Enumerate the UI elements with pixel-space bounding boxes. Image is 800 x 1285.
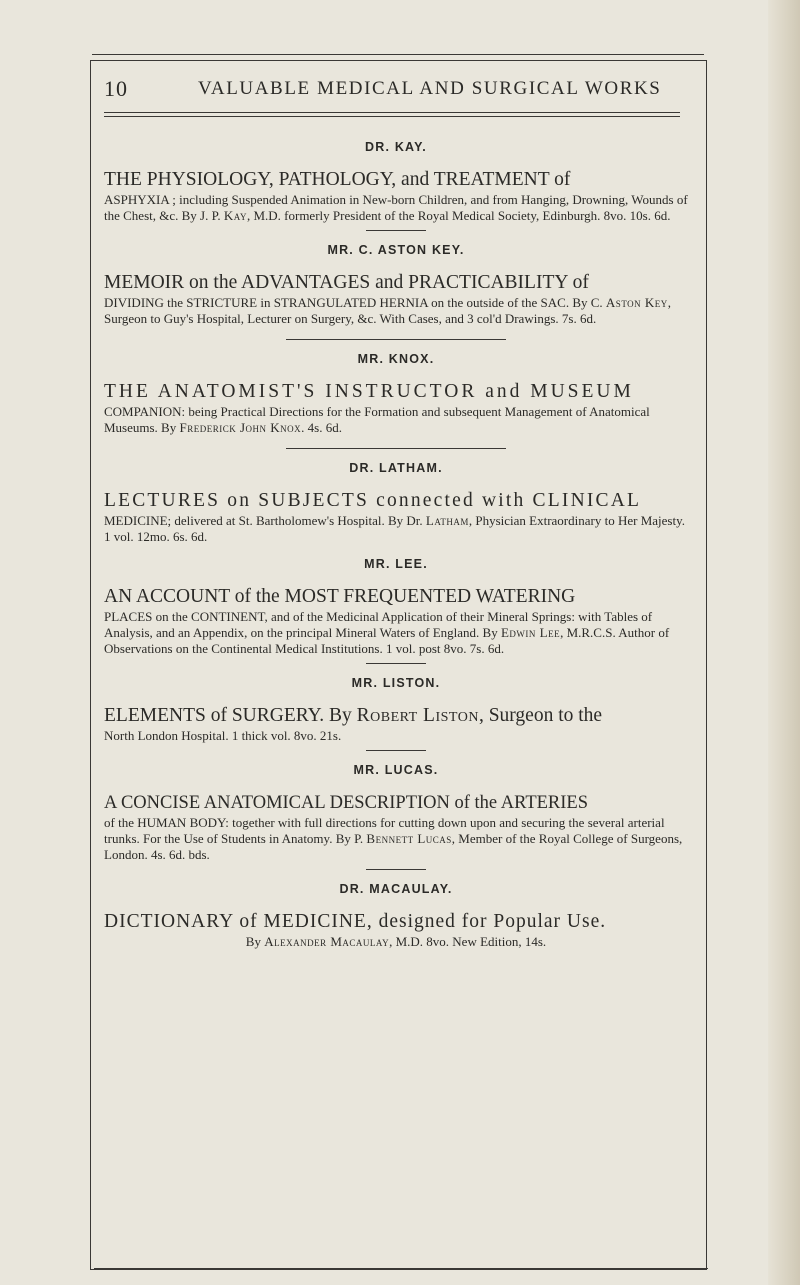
separator-rule <box>286 339 506 340</box>
separator-rule <box>366 230 426 231</box>
header-rule <box>104 112 680 113</box>
book-title: THE PHYSIOLOGY, PATHOLOGY, and TREATMENT of <box>104 169 571 190</box>
book-title: ELEMENTS of SURGERY. By Robert Liston, Surgeon to the <box>104 705 603 726</box>
author-heading: DR. KAY. <box>365 140 427 154</box>
entry-latham <box>104 461 688 545</box>
book-description: By Alexander Macaulay, M.D. 8vo. New Edition, 14s. <box>245 934 547 949</box>
book-title: A CONCISE ANATOMICAL DESCRIPTION of the ARTERIES <box>104 793 589 813</box>
entry-macaulay <box>104 882 688 950</box>
book-title: THE ANATOMIST'S INSTRUCTOR and MUSEUM <box>104 381 634 402</box>
book-description: PLACES on the CONTINENT, and of the Medicinal Application of their Mineral Springs: with Tables of Analysis, and an Appendix, on the principal Mineral Waters of England. By Edwin Lee, M.R.C.S. Author of Observations on the Continental Medical Institutions. 1 vol. post 8vo. 7s. 6d. <box>104 609 670 656</box>
author-heading: DR. LATHAM. <box>349 461 443 475</box>
book-description: MEDICINE; delivered at St. Bartholomew's Hospital. By Dr. Latham, Physician Extraordinary to Her Majesty. 1 vol. 12mo. 6s. 6d. <box>104 513 685 544</box>
separator-rule <box>366 663 426 664</box>
book-description: ASPHYXIA ; including Suspended Animation in New-born Children, and from Hanging, Drowning, Wounds of the Chest, &c. By J. P. Kay, M.D. formerly President of the Royal Medical Society, Edinburgh. 8vo. 10s. 6d. <box>104 192 688 223</box>
book-title: DICTIONARY of MEDICINE, designed for Popular Use. <box>104 911 607 932</box>
separator-rule <box>366 869 426 870</box>
entry-lucas <box>104 763 688 863</box>
page-number: 10 <box>104 76 128 101</box>
page-header <box>104 76 694 104</box>
entry-kay <box>104 140 688 224</box>
book-title: LECTURES on SUBJECTS connected with CLINICAL <box>104 490 642 511</box>
page-edge <box>768 0 800 1285</box>
book-description: DIVIDING the STRICTURE in STRANGULATED HERNIA on the outside of the SAC. By C. Aston Key, Surgeon to Guy's Hospital, Lecturer on Surgery, &c. With Cases, and 3 col'd Drawings. 7s. 6d. <box>104 295 672 326</box>
book-description: North London Hospital. 1 thick vol. 8vo. 21s. <box>104 728 342 743</box>
entry-liston <box>104 676 688 744</box>
running-title: VALUABLE MEDICAL AND SURGICAL WORKS <box>198 78 662 99</box>
author-heading: MR. LEE. <box>364 557 428 571</box>
author-heading: MR. LISTON. <box>351 676 441 690</box>
author-heading: MR. LUCAS. <box>353 763 439 777</box>
entry-key <box>104 243 688 327</box>
bottom-border-rule <box>94 1268 708 1269</box>
top-border-rule <box>92 54 704 55</box>
book-description: of the HUMAN BODY: together with full directions for cutting down upon and securing the several arterial trunks. For the Use of Students in Anatomy. By P. Bennett Lucas, Member of the Royal College of Surgeons, London. 4s. 6d. bds. <box>104 815 683 862</box>
catalogue-listing <box>104 128 688 950</box>
entry-lee <box>104 557 688 657</box>
author-heading: MR. KNOX. <box>357 352 435 366</box>
book-description: COMPANION: being Practical Directions for the Formation and subsequent Management of Anatomical Museums. By Frederick John Knox. 4s. 6d. <box>104 404 650 435</box>
author-heading: DR. MACAULAY. <box>339 882 453 896</box>
book-title: MEMOIR on the ADVANTAGES and PRACTICABILITY of <box>104 272 589 293</box>
separator-rule <box>366 750 426 751</box>
header-rule-double <box>104 116 680 117</box>
book-title: AN ACCOUNT of the MOST FREQUENTED WATERING <box>104 586 576 607</box>
author-heading: MR. C. ASTON KEY. <box>327 243 465 257</box>
separator-rule <box>286 448 506 449</box>
entry-knox <box>104 352 688 436</box>
